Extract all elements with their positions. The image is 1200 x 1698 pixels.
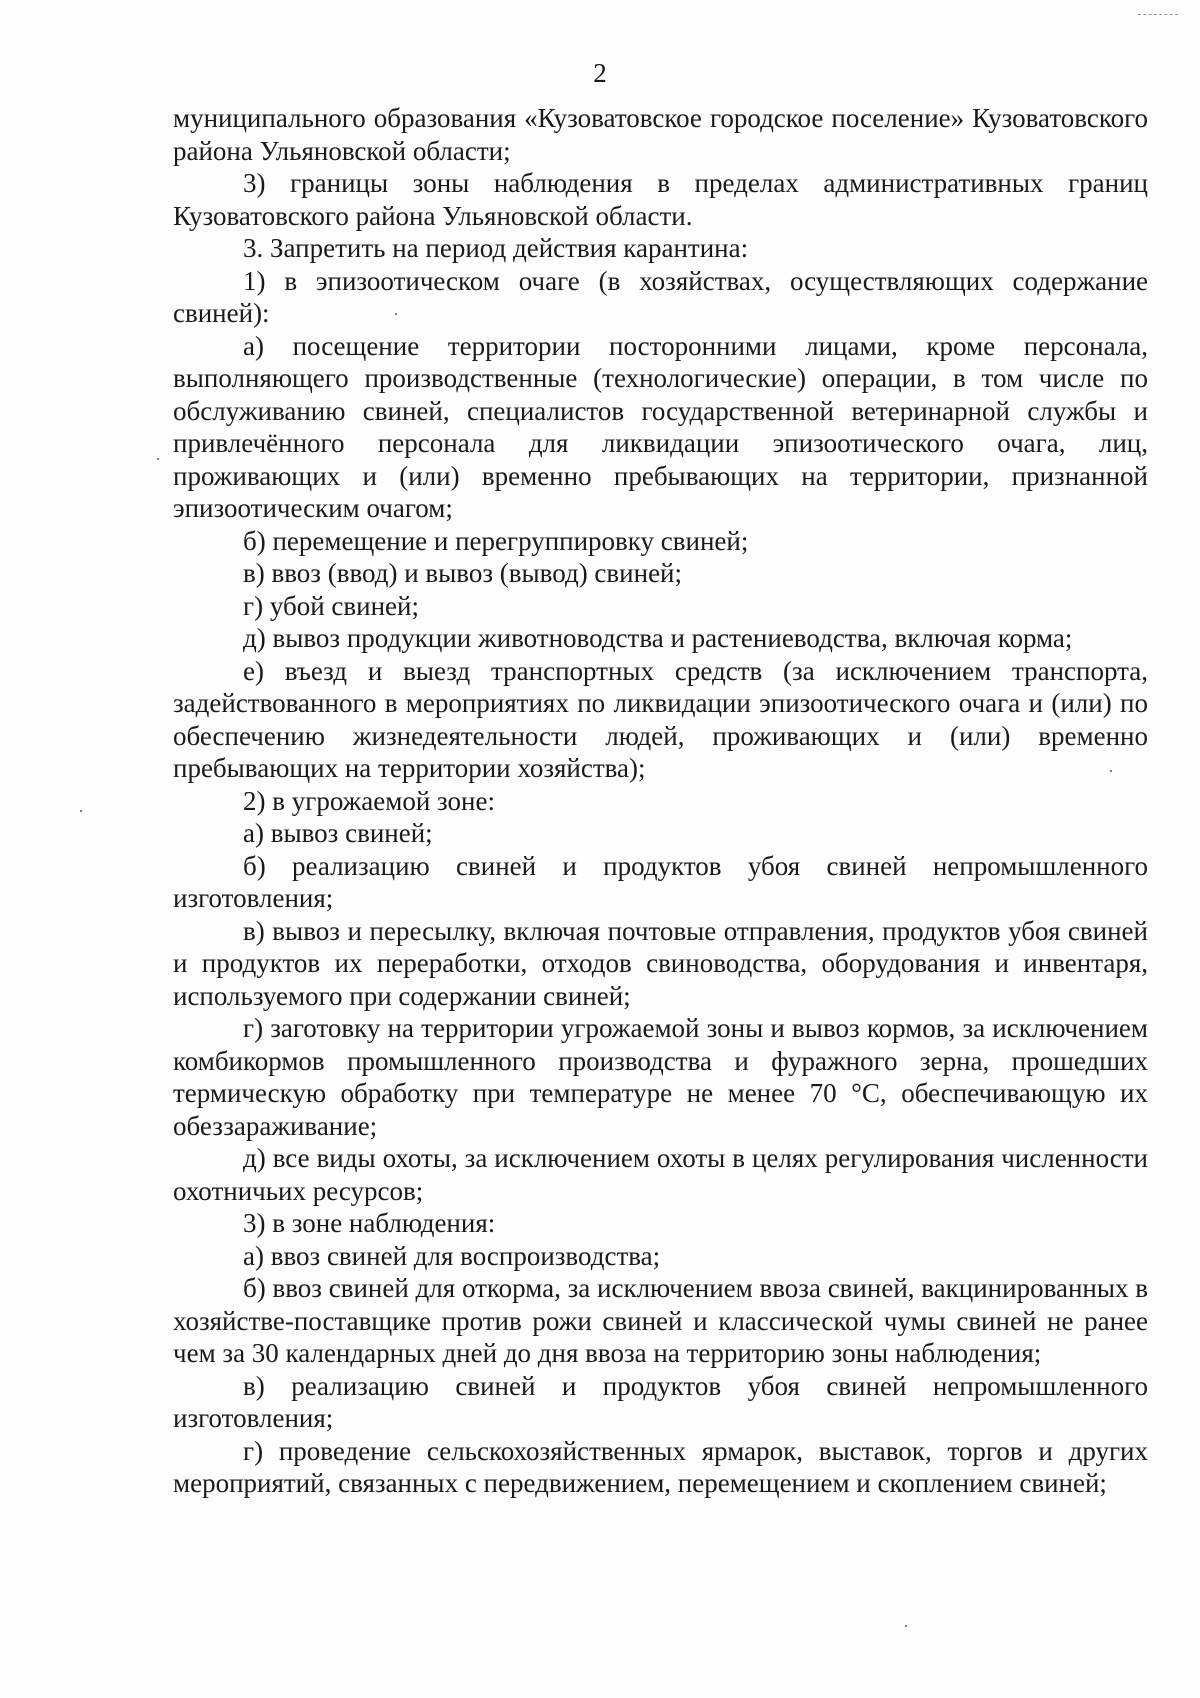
paragraph: муниципального образования «Кузоватовское городское поселение» Кузоватовского района Ульяновской области; (173, 103, 1148, 166)
paragraph: б) перемещение и перегруппировку свиней; (243, 525, 749, 556)
scan-speck (1110, 770, 1112, 772)
document-body (173, 102, 1148, 1500)
paragraph: 3) в зоне наблюдения: (243, 1208, 496, 1238)
paragraph: е) въезд и выезд транспортных средств (за исключением транспорта, задействованного в мероприятиях по ликвидации эпизоотического очага и (или) по обеспечению жизнедеятельности людей, проживающих и (или) временно пребывающих на территории хозяйства); (173, 655, 1148, 783)
paragraph: в) ввоз (ввод) и вывоз (вывод) свиней; (243, 558, 683, 588)
page-number: 2 (593, 58, 607, 88)
scan-speck (80, 810, 82, 812)
paragraph: в) вывоз и пересылку, включая почтовые отправления, продуктов убоя свиней и продуктов их переработки, отходов свиноводства, оборудования и инвентаря, используемого при содержании свиней; (173, 915, 1148, 1011)
paragraph: д) вывоз продукции животноводства и растениеводства, включая корма; (243, 623, 1073, 653)
paragraph: в) реализацию свиней и продуктов убоя свиней непромышленного изготовления; (173, 1370, 1148, 1433)
paragraph: д) все виды охоты, за исключением охоты в целях регулирования численности охотничьих ресурсов; (173, 1143, 1148, 1206)
paragraph: б) реализацию свиней и продуктов убоя свиней непромышленного изготовления; (173, 850, 1148, 913)
paragraph: 1) в эпизоотическом очаге (в хозяйствах, осуществляющих содержание свиней): (173, 265, 1148, 328)
paragraph: 2) в угрожаемой зоне: (243, 785, 495, 816)
scan-corner-mark (1138, 14, 1178, 16)
paragraph: а) вывоз свиней; (243, 818, 433, 848)
paragraph: б) ввоз свиней для откорма, за исключением ввоза свиней, вакцинированных в хозяйстве-поставщике против рожи свиней и классической чумы свиней не ранее чем за 30 календарных дней до дня ввоза на территорию зоны наблюдения; (173, 1273, 1148, 1368)
paragraph: г) заготовку на территории угрожаемой зоны и вывоз кормов, за исключением комбикормов промышленного производства и фуражного зерна, прошедших термическую обработку при температуре не менее 70 °С, обеспечивающую их обеззараживание; (173, 1013, 1148, 1141)
paragraph: г) проведение сельскохозяйственных ярмарок, выставок, торгов и других мероприятий, связанных с передвижением, перемещением и скоплением свиней; (173, 1435, 1148, 1498)
paragraph: а) посещение территории посторонними лицами, кроме персонала, выполняющего производственные (технологические) операции, в том числе по обслуживанию свиней, специалистов государственной ветеринарной службы и привлечённого персонала для ликвидации эпизоотического очага, лиц, проживающих и (или) временно пребывающих на территории, признанной эпизоотическим очагом; (173, 330, 1148, 523)
paragraph: а) ввоз свиней для воспроизводства; (243, 1240, 661, 1271)
scan-speck (395, 313, 397, 315)
paragraph: 3. Запретить на период действия карантина: (243, 233, 749, 263)
scan-speck (157, 458, 159, 460)
paragraph: г) убой свиней; (243, 590, 419, 621)
scan-speck (905, 1625, 907, 1627)
paragraph: 3) границы зоны наблюдения в пределах административных границ Кузоватовского района Ульяновской области. (173, 168, 1148, 231)
